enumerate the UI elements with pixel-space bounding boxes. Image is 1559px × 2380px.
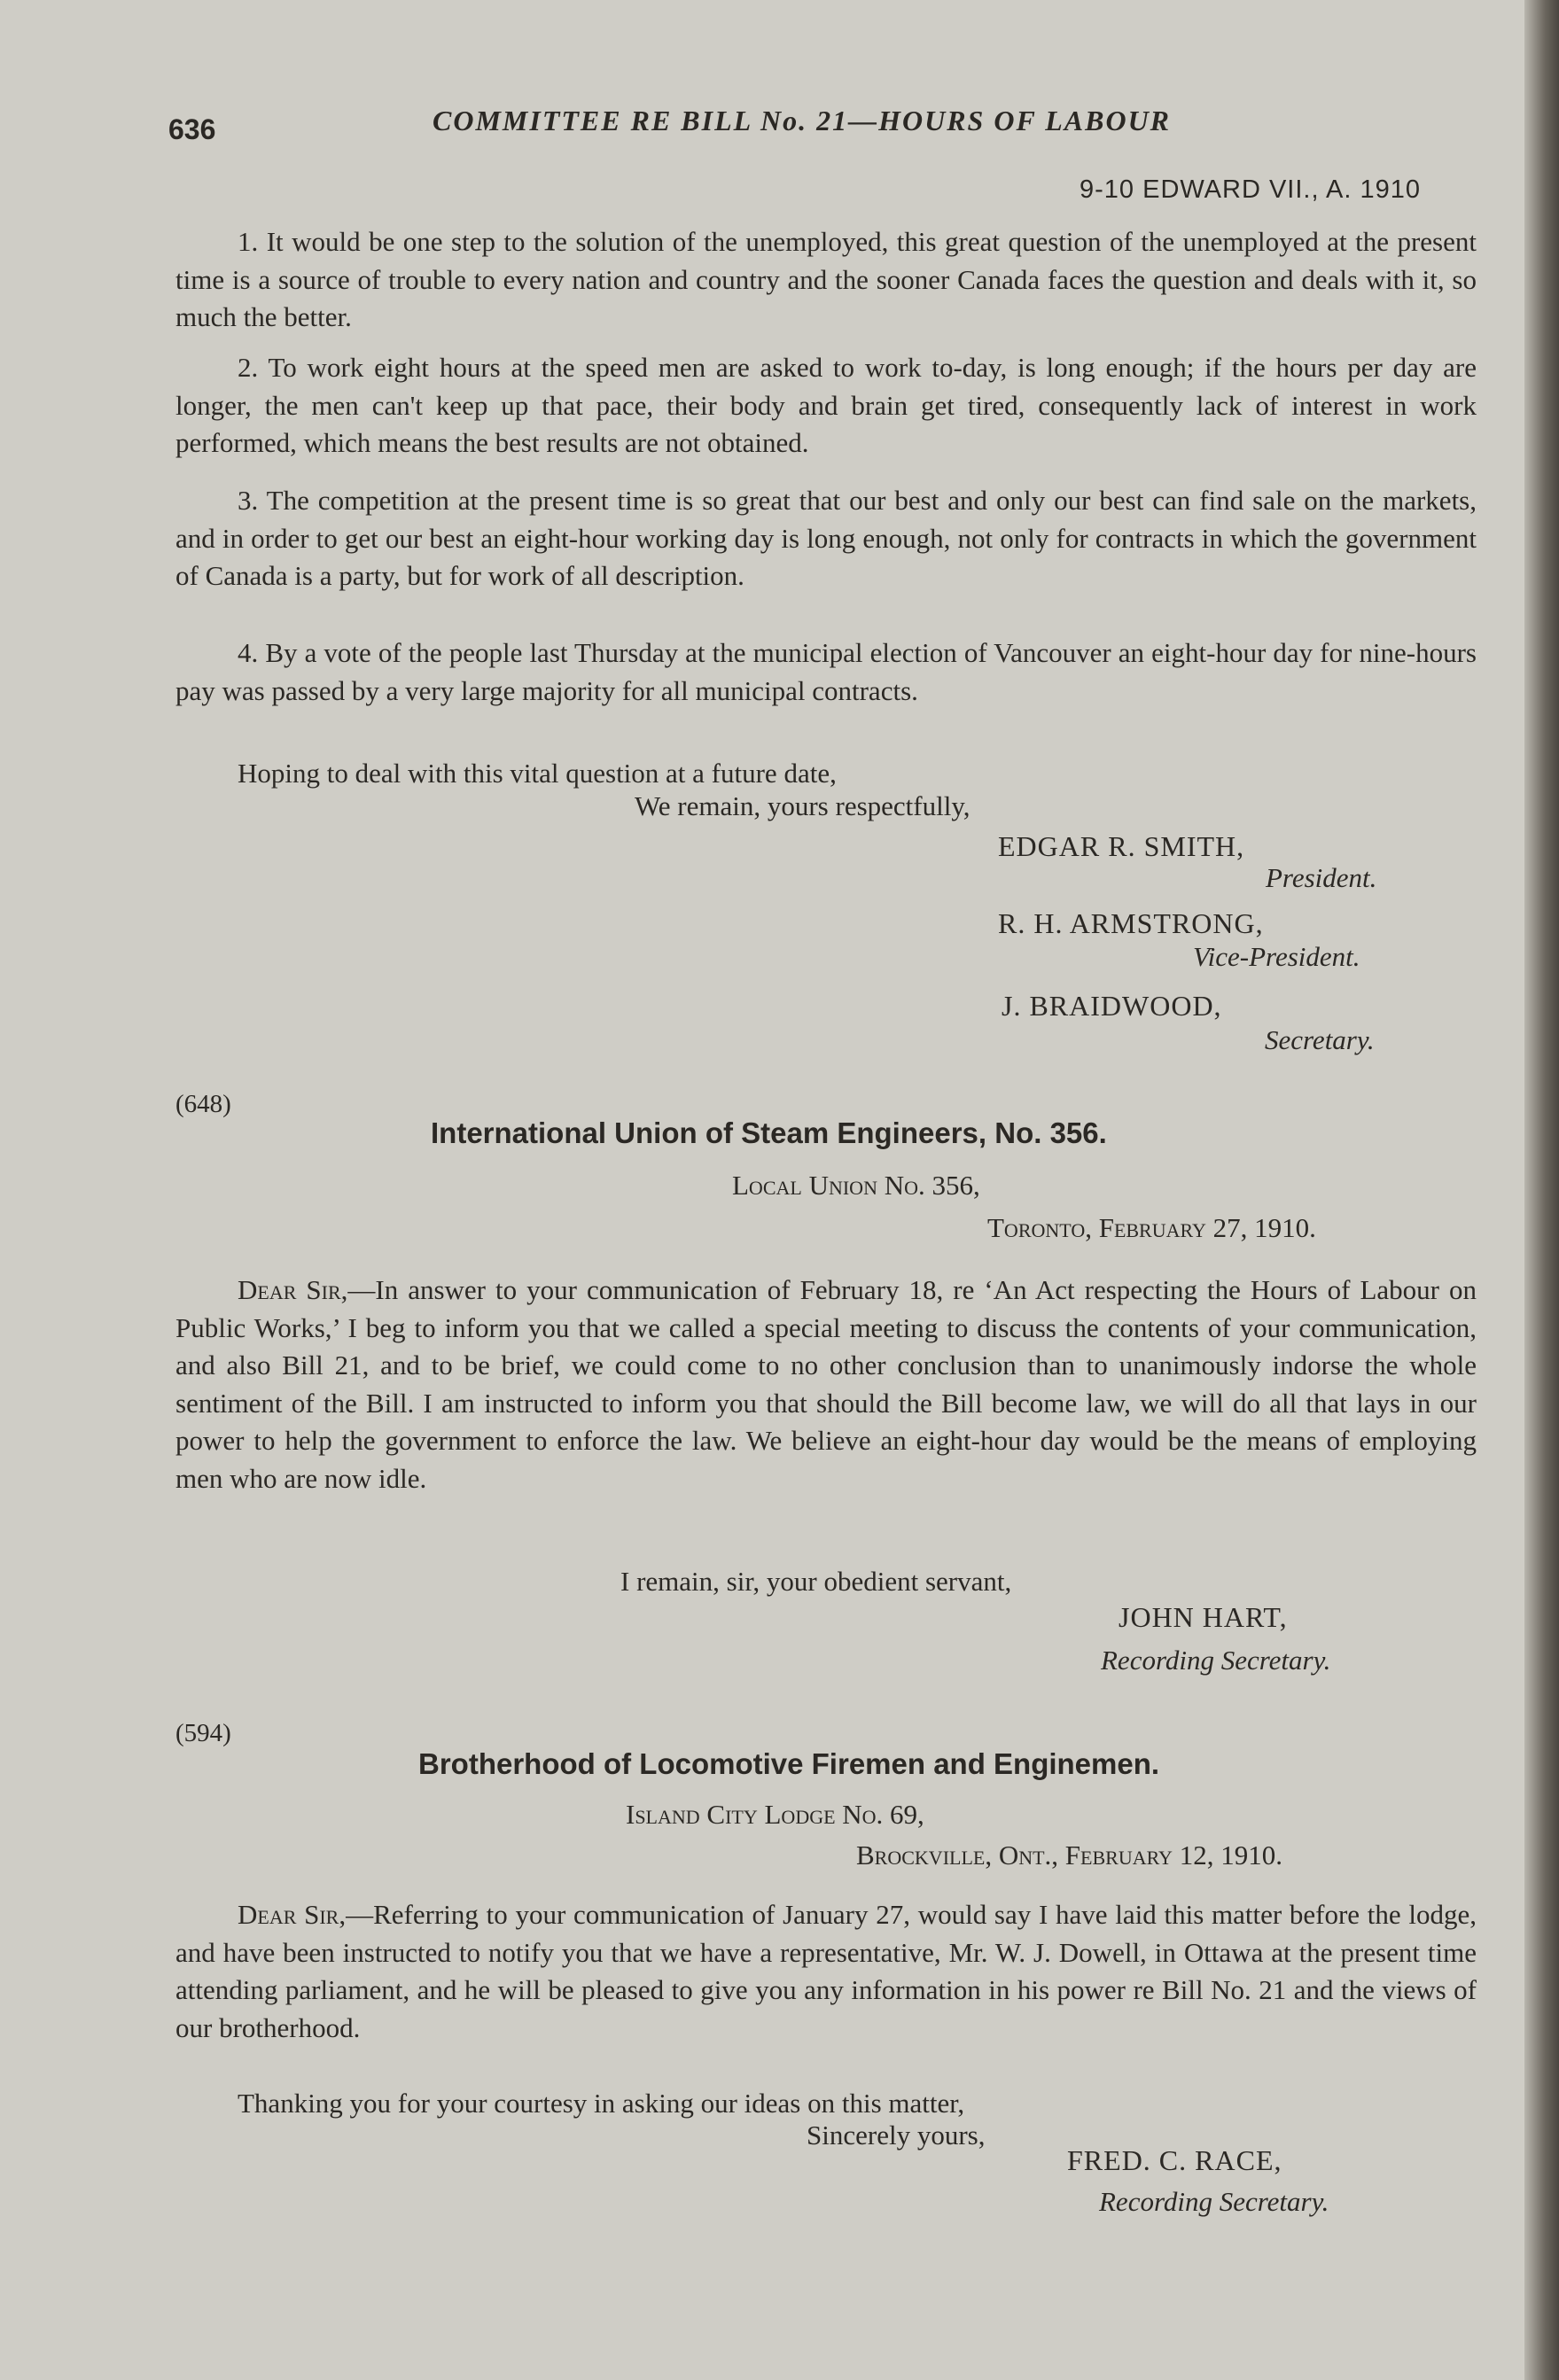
letter3-body: Dear Sir,—Referring to your communication of January 27, would say I have laid this matter before the lodge, and have been instructed to notify you that we have a representative, Mr. W. J. Dowell, in Ottawa at the present time attending parliament, and he will be pleased to give you any information in his power re Bill No. 21 and the views of our brotherhood. xyxy=(175,1899,1477,2043)
letter2-closing: I remain, sir, your obedient servant, xyxy=(620,1566,1012,1597)
letter3-closing: Sincerely yours, xyxy=(807,2119,986,2151)
signature-title-1: President. xyxy=(1266,862,1377,893)
letter2-address: Local Union No. 356, xyxy=(732,1170,980,1201)
letter1-closing: We remain, yours respectfully, xyxy=(635,790,970,821)
signature-name-2: R. H. ARMSTRONG, xyxy=(998,907,1264,939)
letter3-address: Island City Lodge No. 69, xyxy=(626,1799,924,1830)
page-number: 636 xyxy=(168,113,216,145)
letter3-signer: FRED. C. RACE, xyxy=(1067,2144,1282,2176)
letter3-thanks: Thanking you for your courtesy in asking our ideas on this matter, xyxy=(238,2088,965,2119)
letter3-signer-title: Recording Secretary. xyxy=(1099,2186,1329,2217)
letter2-signer-title: Recording Secretary. xyxy=(1101,1645,1331,1676)
running-title: COMMITTEE RE BILL No. 21—HOURS OF LABOUR xyxy=(433,105,1172,136)
signature-title-3: Secretary. xyxy=(1265,1024,1375,1055)
letter1-paragraph-5: Hoping to deal with this vital question at a future date, xyxy=(238,758,837,789)
letter2-signer: JOHN HART, xyxy=(1119,1601,1288,1633)
document-number-648: (648) xyxy=(175,1090,231,1118)
signature-name-3: J. BRAIDWOOD, xyxy=(1002,990,1222,1022)
letter2-body: Dear Sir,—In answer to your communication of February 18, re ‘An Act respecting the Hours of Labour on Public Works,’ I beg to inform you that we called a special meeting to discuss the contents of your communication, and also Bill 21, and to be brief, we could come to no other conclusion than to unanimously indorse the whole sentiment of the Bill. I am instructed to inform you that should the Bill become law, we will do all that lays in our power to help the government to enforce the law. We believe an eight-hour day would be the means of employing men who are now idle. xyxy=(175,1274,1477,1494)
letter2-heading: International Union of Steam Engineers, No. 356. xyxy=(431,1116,1107,1149)
signature-title-2: Vice-President. xyxy=(1193,941,1360,972)
letter2-place-date: Toronto, February 27, 1910. xyxy=(987,1212,1316,1243)
letter3-heading: Brotherhood of Locomotive Firemen and Enginemen. xyxy=(418,1747,1160,1780)
book-spine-shadow xyxy=(1524,0,1559,2380)
document-number-594: (594) xyxy=(175,1719,231,1747)
letter3-place-date: Brockville, Ont., February 12, 1910. xyxy=(856,1839,1282,1871)
session-label: 9-10 EDWARD VII., A. 1910 xyxy=(1080,175,1421,204)
signature-name-1: EDGAR R. SMITH, xyxy=(998,830,1245,862)
letter1-paragraph-2: 2. To work eight hours at the speed men are asked to work to-day, is long enough; if the hours per day are longer, the men can't keep up that pace, their body and brain get tired, consequently lack of interest in work performed, which means the best results are not obtained. xyxy=(175,352,1477,458)
letter2-salutation: Dear Sir, xyxy=(238,1274,348,1305)
letter3-salutation: Dear Sir, xyxy=(238,1899,347,1930)
letter1-paragraph-4: 4. By a vote of the people last Thursday at the municipal election of Vancouver an eight-hour day for nine-hours pay was passed by a very large majority for all municipal contracts. xyxy=(175,637,1477,706)
letter1-paragraph-1: 1. It would be one step to the solution of the unemployed, this great question of the unemployed at the present time is a source of trouble to every nation and country and the sooner Canada faces the question and deals with it, so much the better. xyxy=(175,226,1477,332)
letter1-paragraph-3: 3. The competition at the present time is so great that our best and only our best can find sale on the markets, and in order to get our best an eight-hour working day is long enough, not only for contracts in which the government of Canada is a party, but for work of all description. xyxy=(175,485,1477,591)
